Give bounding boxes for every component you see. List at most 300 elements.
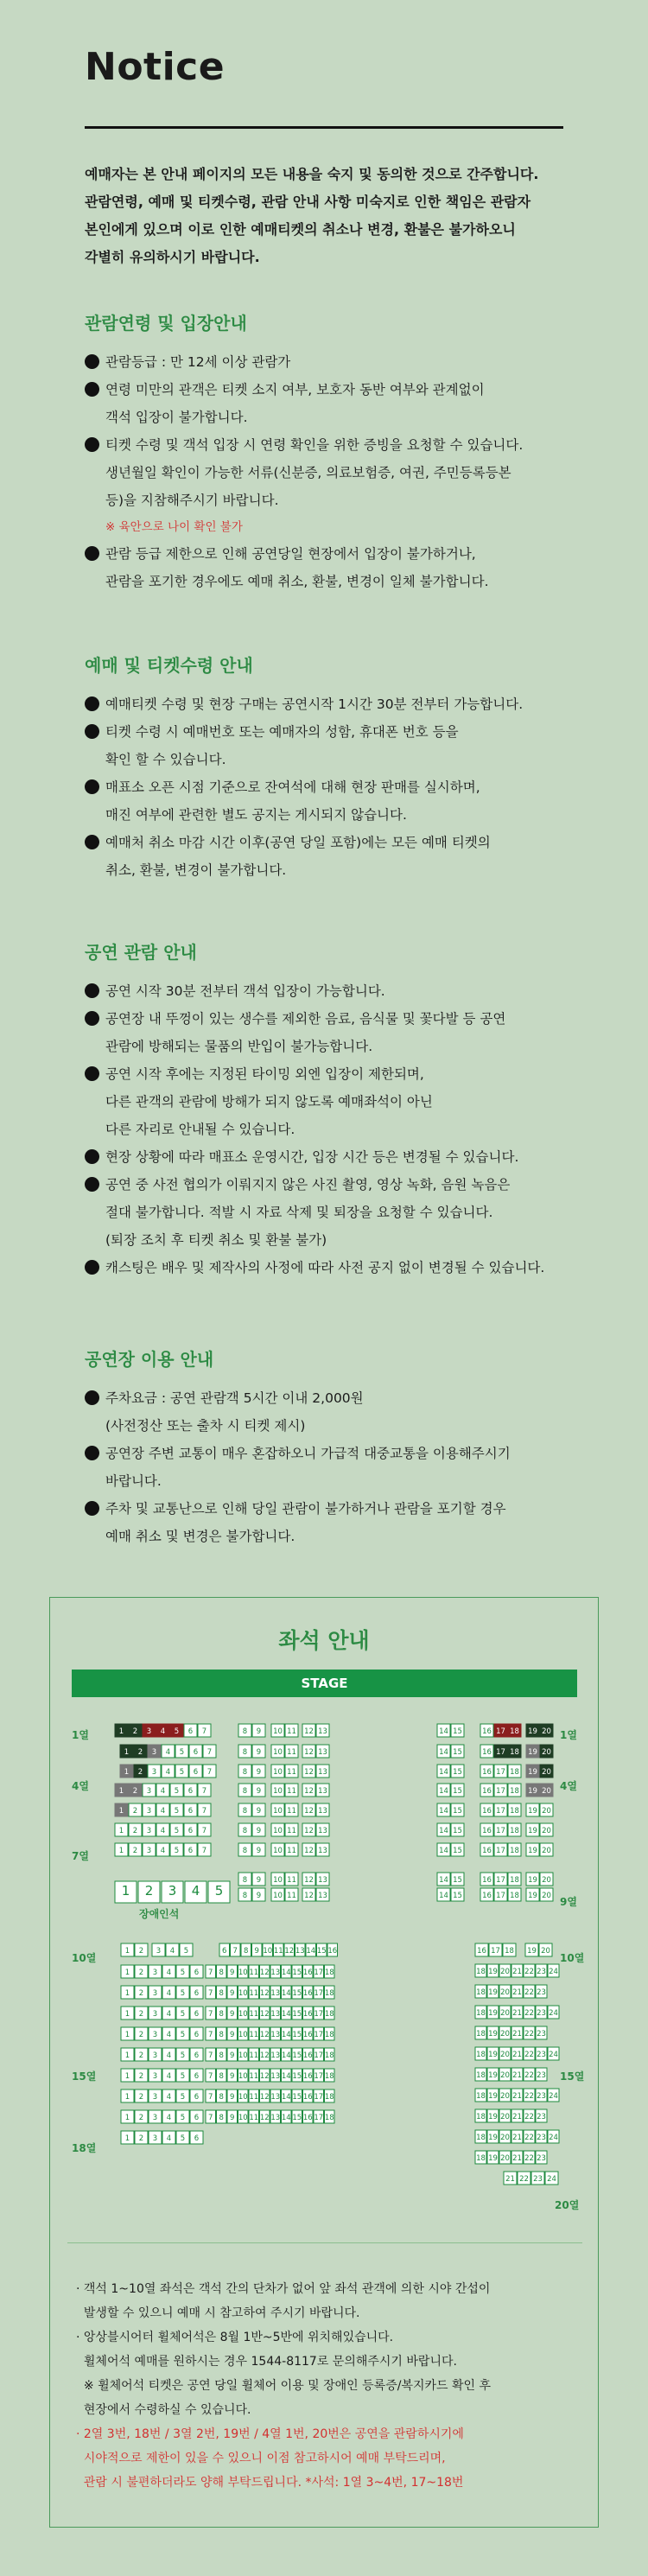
seat — [170, 1823, 183, 1836]
seat — [176, 2110, 189, 2123]
bullet-icon — [85, 1149, 99, 1164]
section-title: 공연 관람 안내 — [85, 942, 197, 963]
seat — [217, 2110, 227, 2123]
seat — [260, 2007, 270, 2019]
seat — [148, 1765, 161, 1778]
seat-number: 8 — [242, 1787, 248, 1796]
list-item-text: 절대 불가합니다. 적발 시 자료 삭제 및 퇴장을 요청할 수 있습니다. — [105, 1205, 493, 1220]
seat-number: 15 — [292, 2031, 302, 2039]
list-item — [85, 1060, 603, 1143]
seat — [203, 1745, 216, 1758]
seat — [526, 1765, 539, 1778]
seat-number: 17 — [314, 2114, 324, 2122]
seat — [302, 1803, 315, 1816]
seat-number: 17 — [314, 1989, 324, 1998]
seat-number: 8 — [242, 1827, 248, 1835]
seat-number: 10 — [238, 2114, 248, 2122]
seat — [302, 1888, 315, 1901]
seat — [314, 2048, 324, 2061]
section-list — [85, 690, 603, 884]
seat-number: 4 — [166, 2031, 172, 2039]
seat-number: 8 — [242, 1892, 248, 1900]
seat-number: 16 — [482, 1807, 492, 1816]
seat-number: 10 — [273, 1827, 283, 1835]
seat-number: 8 — [242, 1847, 248, 1855]
seat-number: 20 — [500, 2134, 510, 2142]
seat-number: 1 — [124, 2114, 130, 2122]
row-label: 9열 — [560, 1896, 577, 1908]
seat — [437, 1745, 450, 1758]
seat-number: 15 — [453, 1827, 462, 1835]
seat-number: 24 — [549, 2009, 558, 2018]
seat — [129, 1784, 142, 1797]
stage-bar: STAGE — [72, 1670, 577, 1697]
seat — [143, 1784, 156, 1797]
seat-number: 19 — [527, 1947, 537, 1956]
seat — [129, 1803, 142, 1816]
seat-number: 12 — [259, 2093, 270, 2102]
seat-number: 12 — [304, 1892, 314, 1900]
seat-number: 22 — [524, 1968, 534, 1976]
seat — [540, 1823, 553, 1836]
seat-number: 13 — [318, 1787, 327, 1796]
seat-number: 3 — [146, 1807, 152, 1816]
seat — [162, 2007, 175, 2019]
seat-number: 2 — [137, 1748, 143, 1757]
seat — [170, 1724, 183, 1737]
seat-number: 24 — [549, 2134, 558, 2142]
seat — [451, 1784, 464, 1797]
seat-number: 3 — [152, 2072, 158, 2081]
seat — [198, 1803, 211, 1816]
seat-number: 21 — [512, 1968, 522, 1976]
seat — [536, 2068, 547, 2081]
seat-number: 24 — [549, 2092, 558, 2101]
seat-number: 4 — [165, 1768, 171, 1777]
seat-number: 9 — [256, 1768, 262, 1777]
seat-number: 3 — [146, 1727, 152, 1736]
seat-number: 20 — [542, 1727, 551, 1736]
seat-number: 9 — [254, 1947, 259, 1956]
row-label: 1열 — [72, 1729, 89, 1741]
seat-number: 8 — [242, 1807, 248, 1816]
seat — [487, 2047, 499, 2060]
seat-number: 3 — [152, 1989, 158, 1998]
list-item-text: 연령 미만의 관객은 티켓 소지 여부, 보호자 동반 여부와 관계없이 — [105, 382, 485, 398]
seat — [271, 1803, 284, 1816]
seat — [149, 2131, 162, 2144]
bullet-icon — [85, 696, 99, 711]
seat — [475, 2151, 486, 2164]
seat-number: 15 — [453, 1892, 462, 1900]
seat — [231, 1943, 241, 1956]
seat — [499, 1964, 511, 1977]
seat-number: 20 — [500, 2071, 510, 2080]
seat-number: 8 — [242, 1876, 248, 1885]
seat — [316, 1888, 329, 1901]
seat — [260, 2069, 270, 2082]
seat-number: 16 — [302, 2093, 313, 2102]
intro-line: 각별히 유의하시기 바랍니다. — [85, 249, 260, 265]
seat — [217, 2048, 227, 2061]
list-item — [85, 1143, 603, 1171]
seat-number: 19 — [488, 2154, 498, 2163]
seat — [135, 2089, 148, 2102]
seat — [325, 2048, 335, 2061]
seat-number: 6 — [194, 2051, 200, 2060]
seat — [525, 1943, 538, 1956]
seat-number: 12 — [259, 2114, 270, 2122]
section-ticketing — [85, 652, 603, 884]
list-item-text: 관람 등급 제한으로 인해 공연당일 현장에서 입장이 불가하거나, — [105, 546, 476, 562]
seat — [499, 2068, 511, 2081]
seat — [284, 1943, 295, 1956]
seat — [176, 1965, 189, 1978]
list-item — [85, 977, 603, 1005]
seat-number: 17 — [491, 1947, 500, 1956]
seat-number: 16 — [302, 2051, 313, 2060]
seat — [249, 2110, 259, 2123]
seat — [217, 2069, 227, 2082]
seat-number: 7 — [208, 2010, 213, 2019]
seat-number: 16 — [482, 1892, 492, 1900]
seat-number: 11 — [287, 1748, 296, 1757]
seat-number: 1 — [124, 1947, 130, 1956]
seat — [129, 1724, 142, 1737]
seat — [302, 1873, 315, 1886]
seat-number: 4 — [166, 2051, 172, 2060]
seat-number: 10 — [263, 1947, 273, 1956]
seat-number: 13 — [270, 2072, 281, 2081]
seat-number: 11 — [287, 1787, 296, 1796]
seat — [285, 1765, 298, 1778]
seat-number: 15 — [292, 1989, 302, 1998]
seat — [314, 2110, 324, 2123]
section-list — [85, 1384, 603, 1550]
seat-number: 18 — [510, 1827, 519, 1835]
seat-number: 22 — [519, 2175, 529, 2184]
seat — [156, 1784, 169, 1797]
seat-number: 7 — [201, 1787, 207, 1796]
seat — [540, 1765, 553, 1778]
seat — [325, 2089, 335, 2102]
seat — [270, 2048, 281, 2061]
seat-number: 10 — [273, 1892, 283, 1900]
seat — [526, 1784, 539, 1797]
seat-number: 6 — [194, 2134, 200, 2143]
seat — [302, 1765, 315, 1778]
seat-number: 4 — [160, 1827, 166, 1835]
seat — [238, 1986, 249, 1999]
seat-number: 18 — [505, 1947, 514, 1956]
seat-number: 12 — [304, 1727, 314, 1736]
seat — [494, 1784, 507, 1797]
seat-number: 16 — [302, 1969, 313, 1977]
seat-number: 13 — [270, 2031, 281, 2039]
seat — [238, 2007, 249, 2019]
seat — [480, 1823, 493, 1836]
seat — [252, 1724, 265, 1737]
seating-guide — [49, 1597, 599, 2528]
seat — [548, 2089, 559, 2102]
seat-number: 12 — [304, 1827, 314, 1835]
seat-number: 2 — [138, 2031, 144, 2039]
seat-number: 16 — [482, 1876, 492, 1885]
seat-number: 17 — [496, 1807, 505, 1816]
seat — [524, 2089, 535, 2102]
seat — [475, 2109, 486, 2122]
seat-number: 7 — [208, 2031, 213, 2039]
seat — [227, 2048, 238, 2061]
seat-number: 19 — [488, 2134, 498, 2142]
seat-number: 24 — [549, 2051, 558, 2059]
seat — [227, 1965, 238, 1978]
seat-number: 10 — [273, 1748, 283, 1757]
seat — [152, 1943, 165, 1956]
seat-number: 19 — [488, 1988, 498, 1997]
seat-number: 9 — [256, 1876, 262, 1885]
seat — [121, 1965, 134, 1978]
seat — [180, 1943, 193, 1956]
seat-number: 6 — [187, 1807, 194, 1816]
seat-number: 13 — [270, 2114, 281, 2122]
seat — [480, 1784, 493, 1797]
seat-number: 19 — [528, 1727, 537, 1736]
seat — [475, 2089, 486, 2102]
seat — [238, 2069, 249, 2082]
seat-number: 8 — [219, 2010, 224, 2019]
seat — [249, 1965, 259, 1978]
seat-number: 23 — [537, 2134, 546, 2142]
seat — [121, 2007, 134, 2019]
seat — [135, 2048, 148, 2061]
seat-number: 2 — [132, 1827, 138, 1835]
seat — [316, 1765, 329, 1778]
seat-number: 9 — [230, 2114, 235, 2122]
seat-number: 22 — [524, 2154, 534, 2163]
seat — [148, 1745, 161, 1758]
seat — [162, 2131, 175, 2144]
seat-number: 17 — [314, 2072, 324, 2081]
seat-number: 9 — [256, 1748, 262, 1757]
seat — [135, 2110, 148, 2123]
seat-number: 3 — [156, 1947, 162, 1956]
seat-number: 19 — [488, 2030, 498, 2039]
seat-number: 23 — [537, 1988, 546, 1997]
seat — [480, 1873, 493, 1886]
seat-number: 21 — [512, 2009, 522, 2018]
seat-number: 11 — [287, 1892, 296, 1900]
seat-number: 16 — [302, 2031, 313, 2039]
seat — [206, 1965, 216, 1978]
seat — [508, 1888, 521, 1901]
seat — [121, 2110, 134, 2123]
seat-number: 8 — [219, 2051, 224, 2060]
list-item-text: 바랍니다. — [105, 1473, 162, 1489]
seat — [190, 2131, 203, 2144]
seat-number: 20 — [500, 2030, 510, 2039]
seat-number: 17 — [314, 2010, 324, 2019]
seat — [227, 1986, 238, 1999]
seat — [316, 1803, 329, 1816]
seat-number: 16 — [327, 1947, 338, 1956]
seat — [238, 1724, 251, 1737]
seat-number: 8 — [219, 1989, 224, 1998]
seat-number: 10 — [238, 1989, 248, 1998]
intro-text — [85, 161, 586, 271]
seat-number: 2 — [132, 1807, 138, 1816]
seat — [263, 1943, 273, 1956]
seat-number: 5 — [180, 2093, 186, 2102]
seat-number: 5 — [174, 1847, 180, 1855]
seat — [121, 2131, 134, 2144]
section-title: 관람연령 및 입장안내 — [85, 313, 247, 334]
seat — [206, 1986, 216, 1999]
seat-number: 19 — [528, 1892, 537, 1900]
seat-number: 5 — [180, 2134, 186, 2143]
seat-number: 9 — [256, 1847, 262, 1855]
seat-number: 1 — [118, 1727, 124, 1736]
seat — [536, 1964, 547, 1977]
seat — [475, 2068, 486, 2081]
seat — [162, 1745, 175, 1758]
seat — [260, 2089, 270, 2102]
seat-number: 15 — [292, 2010, 302, 2019]
seat — [499, 2109, 511, 2122]
seat-number: 9 — [230, 2010, 235, 2019]
seat — [524, 2006, 535, 2019]
seat-number: 2 — [132, 1847, 138, 1855]
seat-number: 6 — [194, 1989, 200, 1998]
seat-number: 10 — [238, 2031, 248, 2039]
seat-number: 7 — [208, 1989, 213, 1998]
seat — [170, 1784, 183, 1797]
seat-number: 18 — [324, 2093, 334, 2102]
seat-number: 6 — [222, 1947, 227, 1956]
seat — [260, 2048, 270, 2061]
list-item-text: 관람등급 : 만 12세 이상 관람가 — [105, 354, 291, 370]
seat-number: 9 — [230, 2093, 235, 2102]
seat-number: 4 — [166, 2134, 172, 2143]
seat-number: 14 — [439, 1768, 448, 1777]
seat — [121, 2069, 134, 2082]
seat-number: 11 — [249, 2051, 259, 2060]
seat-number: 6 — [187, 1787, 194, 1796]
list-item — [85, 829, 603, 884]
seat-number: 24 — [547, 2175, 556, 2184]
seat-number: 10 — [238, 2051, 248, 2060]
seat — [475, 2006, 486, 2019]
seat-number: 11 — [287, 1876, 296, 1885]
seat — [451, 1843, 464, 1856]
seat-number: 7 — [201, 1807, 207, 1816]
seat-number: 6 — [193, 1768, 199, 1777]
seat-number: 1 — [118, 1807, 124, 1816]
seat — [437, 1803, 450, 1816]
seat — [143, 1823, 156, 1836]
seat-number: 19 — [528, 1748, 537, 1757]
list-item-text: 티켓 수령 시 예매번호 또는 예매자의 성함, 휴대폰 번호 등을 — [105, 724, 459, 740]
seat-number: 22 — [524, 2030, 534, 2039]
seat — [176, 2027, 189, 2040]
seat — [282, 2069, 292, 2082]
seat-number: 19 — [528, 1876, 537, 1885]
seat-number: 5 — [179, 1768, 185, 1777]
seat-number: 12 — [259, 2072, 270, 2081]
seating-note: ※ 휠체어석 티켓은 공연 당일 휠체어 이용 및 장애인 등록증/복지카드 확인 후 — [76, 2379, 492, 2393]
seat-number: 2 — [138, 2114, 144, 2122]
seat — [227, 2089, 238, 2102]
seat-number: 13 — [270, 2093, 281, 2102]
seat-number: 15 — [453, 1727, 462, 1736]
seat — [511, 1985, 523, 1998]
seat — [238, 1765, 251, 1778]
list-item-text: (퇴장 조치 후 티켓 취소 및 환불 불가) — [105, 1232, 327, 1248]
list-item — [85, 348, 603, 376]
seat — [149, 2048, 162, 2061]
seat — [511, 2109, 523, 2122]
seat — [295, 1943, 306, 1956]
seat — [536, 2130, 547, 2143]
seat — [451, 1724, 464, 1737]
seat-number: 22 — [524, 2051, 534, 2059]
seat-number: 2 — [132, 1727, 138, 1736]
seat — [252, 1745, 265, 1758]
list-item-text: 공연장 주변 교통이 매우 혼잡하오니 가급적 대중교통을 이용해주시기 — [105, 1446, 511, 1461]
seat — [189, 1745, 202, 1758]
seat-number: 20 — [542, 1847, 551, 1855]
seat-number: 14 — [439, 1892, 448, 1900]
seat-number: 1 — [124, 2010, 130, 2019]
seat — [190, 2069, 203, 2082]
seat-number: 11 — [287, 1727, 296, 1736]
seat-number: 7 — [208, 2072, 213, 2081]
seat-number: 8 — [242, 1768, 248, 1777]
seat-number: 6 — [187, 1847, 194, 1855]
seat-number: 19 — [528, 1847, 537, 1855]
seat-number: 3 — [152, 2134, 158, 2143]
seat-number: 1 — [121, 1883, 130, 1899]
seat — [198, 1724, 211, 1737]
seat — [325, 2110, 335, 2123]
seat — [494, 1803, 507, 1816]
seat — [227, 2007, 238, 2019]
seat-number: 15 — [453, 1807, 462, 1816]
seat — [198, 1823, 211, 1836]
seat-number: 22 — [524, 2071, 534, 2080]
seat — [149, 1986, 162, 1999]
seat-number: 22 — [524, 2092, 534, 2101]
bullet-icon — [85, 437, 99, 452]
seat-number: 20 — [542, 1748, 551, 1757]
seat-number: 14 — [439, 1787, 448, 1796]
seat-number: 2 — [132, 1787, 138, 1796]
seat-number: 12 — [259, 2051, 270, 2060]
seat — [121, 1943, 134, 1956]
seat-number: 13 — [318, 1748, 327, 1757]
seat-number: 13 — [295, 1947, 305, 1956]
bullet-icon — [85, 724, 99, 739]
seat — [494, 1745, 507, 1758]
seat-number: 2 — [138, 1947, 144, 1956]
seat — [135, 2027, 148, 2040]
seat-number: 22 — [524, 2134, 534, 2142]
seat-number: 15 — [292, 2114, 302, 2122]
list-item-text: 주차요금 : 공연 관람객 5시간 이내 2,000원 — [105, 1390, 364, 1406]
seat-number: 10 — [273, 1807, 283, 1816]
seat-number: 23 — [537, 2009, 546, 2018]
seat — [325, 2069, 335, 2082]
